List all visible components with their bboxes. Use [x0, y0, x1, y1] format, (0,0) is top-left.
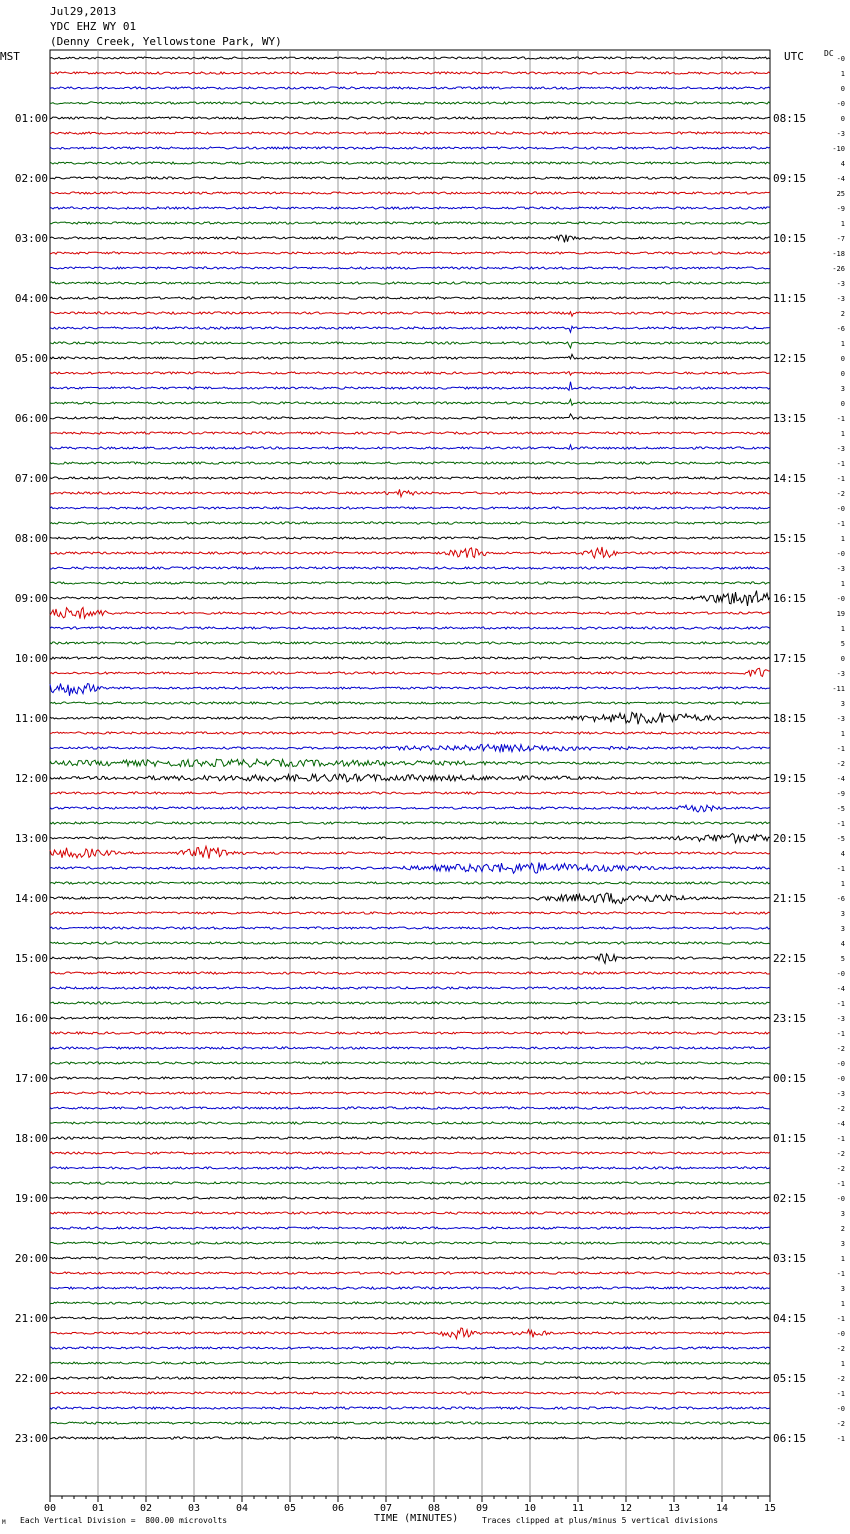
seismic-trace	[50, 1437, 770, 1439]
clip-note: Traces clipped at plus/minus 5 vertical divisions	[482, 1516, 719, 1525]
seismic-trace	[50, 1167, 770, 1169]
seismic-trace	[50, 792, 770, 794]
seismic-trace	[50, 117, 770, 119]
x-tick-label: 13	[667, 1503, 681, 1514]
dc-offset-label: -1	[836, 820, 845, 828]
dc-offset-label: -1	[836, 415, 845, 423]
dc-offset-label: 19	[836, 610, 845, 618]
seismic-trace	[50, 591, 770, 606]
seismic-trace	[50, 1257, 770, 1259]
dc-offset-label: -18	[832, 250, 845, 258]
seismic-trace	[50, 744, 770, 752]
dc-offset-label: -0	[836, 970, 845, 978]
seismic-trace	[50, 582, 770, 584]
utc-hour-label: 02:15	[773, 1192, 807, 1205]
seismic-trace	[50, 445, 770, 450]
utc-hour-label: 15:15	[773, 532, 807, 545]
seismic-trace	[50, 987, 770, 989]
dc-offset-label: -3	[836, 130, 845, 138]
seismic-trace	[50, 267, 770, 269]
seismic-trace	[50, 87, 770, 89]
scale-note: Each Vertical Division = 800.00 microvolts	[20, 1516, 228, 1525]
seismic-trace	[50, 252, 770, 254]
dc-offset-label: 1	[840, 340, 845, 348]
dc-offset-label: -3	[836, 1015, 845, 1023]
seismic-trace	[50, 627, 770, 629]
dc-offset-label: 1	[840, 430, 845, 438]
seismic-trace	[50, 1077, 770, 1079]
utc-hour-label: 12:15	[773, 352, 807, 365]
dc-offset-label: -3	[836, 280, 845, 288]
seismic-trace	[50, 1152, 770, 1154]
left-timezone-label: MST	[0, 50, 20, 63]
dc-offset-label: 4	[840, 850, 845, 858]
dc-offset-label: -2	[836, 1045, 845, 1053]
mst-hour-label: 15:00	[14, 952, 48, 965]
seismic-trace	[50, 547, 770, 558]
seismic-trace	[50, 1317, 770, 1319]
utc-hour-label: 20:15	[773, 832, 807, 845]
mst-hour-label: 05:00	[14, 352, 48, 365]
dc-offset-label: 0	[840, 355, 845, 363]
seismic-trace	[50, 972, 770, 974]
utc-hour-label: 22:15	[773, 952, 807, 965]
dc-offset-label: -10	[832, 145, 845, 153]
x-tick-label: 05	[283, 1503, 297, 1514]
mst-hour-label: 23:00	[14, 1432, 48, 1445]
seismic-trace	[50, 1092, 770, 1094]
dc-offset-label: 1	[840, 1360, 845, 1368]
seismic-trace	[50, 1362, 770, 1364]
seismic-trace	[50, 882, 770, 884]
seismic-trace	[50, 805, 770, 812]
seismic-trace	[50, 1377, 770, 1379]
mst-hour-label: 07:00	[14, 472, 48, 485]
dc-offset-label: -2	[836, 1105, 845, 1113]
dc-offset-label: -1	[836, 865, 845, 873]
dc-offset-label: -3	[836, 565, 845, 573]
mst-hour-label: 06:00	[14, 412, 48, 425]
dc-offset-label: 1	[840, 1300, 845, 1308]
seismic-trace	[50, 507, 770, 509]
seismic-trace	[50, 1328, 770, 1339]
seismic-trace	[50, 147, 770, 149]
dc-offset-label: -2	[836, 760, 845, 768]
dc-offset-label: -0	[836, 595, 845, 603]
seismic-trace	[50, 1032, 770, 1034]
dc-offset-label: 1	[840, 220, 845, 228]
dc-offset-label: -0	[836, 100, 845, 108]
seismic-trace	[50, 834, 770, 843]
seismic-trace	[50, 537, 770, 539]
mst-hour-label: 01:00	[14, 112, 48, 125]
dc-offset-label: -1	[836, 1000, 845, 1008]
utc-hour-label: 00:15	[773, 1072, 807, 1085]
seismic-trace	[50, 942, 770, 944]
mst-hour-label: 04:00	[14, 292, 48, 305]
dc-offset-label: -3	[836, 670, 845, 678]
dc-offset-label: -26	[832, 265, 845, 273]
dc-offset-label: -1	[836, 1390, 845, 1398]
dc-offset-label: 25	[836, 190, 845, 198]
seismic-trace	[50, 702, 770, 704]
seismic-trace	[50, 207, 770, 209]
seismic-trace	[50, 1227, 770, 1229]
seismic-trace	[50, 668, 770, 676]
seismic-trace	[50, 102, 770, 104]
dc-offset-label: -0	[836, 1075, 845, 1083]
seismic-trace	[50, 1347, 770, 1349]
dc-offset-label: 1	[840, 70, 845, 78]
seismic-trace	[50, 1242, 770, 1244]
dc-offset-label: -1	[836, 1315, 845, 1323]
utc-hour-label: 06:15	[773, 1432, 807, 1445]
dc-offset-label: 2	[840, 310, 845, 318]
seismic-trace	[50, 1302, 770, 1304]
seismic-trace	[50, 927, 770, 929]
utc-hour-label: 10:15	[773, 232, 807, 245]
seismic-trace	[50, 57, 770, 59]
dc-offset-label: -9	[836, 790, 845, 798]
dc-offset-label: -1	[836, 1180, 845, 1188]
x-tick-label: 01	[91, 1503, 105, 1514]
seismic-trace	[50, 282, 770, 284]
dc-offset-label: -0	[836, 1195, 845, 1203]
x-axis-title: TIME (MINUTES)	[374, 1513, 459, 1524]
dc-offset-label: 1	[840, 625, 845, 633]
utc-hour-label: 14:15	[773, 472, 807, 485]
utc-hour-label: 21:15	[773, 892, 807, 905]
seismic-trace	[50, 732, 770, 734]
seismic-trace	[50, 863, 770, 874]
dc-offset-label: -4	[836, 175, 845, 183]
seismic-trace	[50, 342, 770, 348]
dc-offset-label: -3	[836, 1090, 845, 1098]
mst-hour-label: 12:00	[14, 772, 48, 785]
seismic-trace	[50, 1407, 770, 1409]
seismic-trace	[50, 222, 770, 224]
dc-offset-label: -1	[836, 460, 845, 468]
dc-offset-label: 3	[840, 1285, 845, 1293]
dc-offset-label: -1	[836, 1135, 845, 1143]
dc-offset-label: 4	[840, 940, 845, 948]
dc-offset-label: -1	[836, 520, 845, 528]
seismic-trace	[50, 684, 770, 696]
seismic-trace	[50, 657, 770, 659]
utc-hour-label: 19:15	[773, 772, 807, 785]
dc-offset-label: -3	[836, 445, 845, 453]
x-tick-label: 07	[379, 1503, 393, 1514]
seismic-trace	[50, 759, 770, 767]
dc-offset-label: -1	[836, 745, 845, 753]
dc-offset-label: -2	[836, 1420, 845, 1428]
seismic-trace	[50, 712, 770, 724]
mst-hour-label: 14:00	[14, 892, 48, 905]
dc-offset-label: -2	[836, 1150, 845, 1158]
mst-hour-label: 09:00	[14, 592, 48, 605]
mst-hour-label: 10:00	[14, 652, 48, 665]
seismic-trace	[50, 1212, 770, 1214]
seismic-trace	[50, 1017, 770, 1019]
seismic-trace	[50, 382, 770, 391]
x-tick-label: 12	[619, 1503, 633, 1514]
utc-hour-label: 23:15	[773, 1012, 807, 1025]
dc-label: DC	[824, 49, 834, 58]
x-tick-label: 02	[139, 1503, 153, 1514]
utc-hour-label: 01:15	[773, 1132, 807, 1145]
dc-offset-label: 3	[840, 700, 845, 708]
x-tick-label: 09	[475, 1503, 489, 1514]
dc-offset-label: 0	[840, 85, 845, 93]
utc-hour-label: 04:15	[773, 1312, 807, 1325]
right-timezone-label: UTC	[784, 50, 804, 63]
seismic-trace	[50, 326, 770, 332]
seismic-trace	[50, 235, 770, 243]
utc-hour-label: 17:15	[773, 652, 807, 665]
dc-offset-label: -0	[836, 1060, 845, 1068]
dc-offset-label: -1	[836, 1270, 845, 1278]
seismic-trace	[50, 893, 770, 903]
mst-hour-label: 17:00	[14, 1072, 48, 1085]
dc-offset-label: -2	[836, 1375, 845, 1383]
seismic-trace	[50, 372, 770, 376]
dc-offset-label: -3	[836, 295, 845, 303]
x-tick-label: 10	[523, 1503, 537, 1514]
dc-offset-label: 1	[840, 580, 845, 588]
utc-hour-label: 05:15	[773, 1372, 807, 1385]
mst-hour-label: 02:00	[14, 172, 48, 185]
dc-offset-label: -0	[836, 1330, 845, 1338]
seismic-trace	[50, 1002, 770, 1004]
utc-hour-label: 18:15	[773, 712, 807, 725]
seismic-trace	[50, 1107, 770, 1109]
seismic-trace	[50, 1122, 770, 1124]
x-tick-label: 15	[763, 1503, 777, 1514]
seismic-trace	[50, 132, 770, 134]
dc-offset-label: 5	[840, 955, 845, 963]
dc-offset-label: -6	[836, 895, 845, 903]
seismic-trace	[50, 774, 770, 782]
x-tick-label: 00	[43, 1503, 57, 1514]
dc-offset-label: -5	[836, 835, 845, 843]
mst-hour-label: 11:00	[14, 712, 48, 725]
seismic-trace	[50, 912, 770, 914]
dc-offset-label: 0	[840, 400, 845, 408]
dc-offset-label: 0	[840, 370, 845, 378]
seismic-trace	[50, 822, 770, 824]
utc-hour-label: 08:15	[773, 112, 807, 125]
dc-offset-label: -5	[836, 805, 845, 813]
mst-hour-label: 16:00	[14, 1012, 48, 1025]
dc-offset-label: -6	[836, 325, 845, 333]
dc-offset-label: 3	[840, 385, 845, 393]
seismic-trace	[50, 1422, 770, 1424]
seismic-trace	[50, 477, 770, 479]
utc-hour-label: 03:15	[773, 1252, 807, 1265]
dc-offset-label: -7	[836, 235, 845, 243]
seismic-trace	[50, 1287, 770, 1289]
dc-offset-label: 2	[840, 1225, 845, 1233]
corner-mark: M	[2, 1519, 6, 1526]
seismic-trace	[50, 297, 770, 299]
dc-offset-label: -0	[836, 1405, 845, 1413]
x-tick-label: 14	[715, 1503, 729, 1514]
seismic-trace	[50, 1392, 770, 1394]
mst-hour-label: 20:00	[14, 1252, 48, 1265]
seismic-trace	[50, 608, 770, 619]
dc-offset-label: -0	[836, 55, 845, 63]
seismic-trace	[50, 489, 770, 496]
seismic-trace	[50, 414, 770, 419]
dc-offset-label: -2	[836, 1165, 845, 1173]
seismic-trace	[50, 432, 770, 434]
dc-offset-label: 0	[840, 115, 845, 123]
x-tick-label: 03	[187, 1503, 201, 1514]
seismic-trace	[50, 522, 770, 524]
dc-offset-label: 3	[840, 925, 845, 933]
mst-hour-label: 13:00	[14, 832, 48, 845]
seismic-trace	[50, 72, 770, 74]
seismic-trace	[50, 642, 770, 644]
dc-offset-label: -2	[836, 490, 845, 498]
dc-offset-label: 0	[840, 655, 845, 663]
dc-offset-label: -4	[836, 985, 845, 993]
dc-offset-label: 1	[840, 730, 845, 738]
chart-location: (Denny Creek, Yellowstone Park, WY)	[50, 35, 282, 48]
dc-offset-label: 1	[840, 1255, 845, 1263]
seismic-trace	[50, 1182, 770, 1184]
dc-offset-label: -1	[836, 1030, 845, 1038]
seismic-trace	[50, 399, 770, 405]
dc-offset-label: 5	[840, 640, 845, 648]
x-tick-label: 11	[571, 1503, 585, 1514]
chart-date: Jul29,2013	[50, 5, 117, 18]
seismic-trace	[50, 1137, 770, 1139]
seismic-trace	[50, 1047, 770, 1049]
mst-hour-label: 18:00	[14, 1132, 48, 1145]
mst-hour-label: 19:00	[14, 1192, 48, 1205]
dc-offset-label: -9	[836, 205, 845, 213]
seismic-trace	[50, 567, 770, 569]
seismic-trace	[50, 1272, 770, 1274]
dc-offset-label: 3	[840, 1210, 845, 1218]
dc-offset-label: 4	[840, 160, 845, 168]
x-tick-label: 08	[427, 1503, 441, 1514]
mst-hour-label: 03:00	[14, 232, 48, 245]
mst-hour-label: 21:00	[14, 1312, 48, 1325]
utc-hour-label: 11:15	[773, 292, 807, 305]
dc-offset-label: -11	[832, 685, 845, 693]
seismic-trace	[50, 954, 770, 964]
x-tick-label: 04	[235, 1503, 249, 1514]
dc-offset-label: 1	[840, 535, 845, 543]
seismic-trace	[50, 162, 770, 164]
seismic-trace	[50, 354, 770, 359]
utc-hour-label: 16:15	[773, 592, 807, 605]
dc-offset-label: 1	[840, 880, 845, 888]
seismic-trace	[50, 1062, 770, 1064]
dc-offset-label: -1	[836, 1435, 845, 1443]
seismic-trace	[50, 192, 770, 194]
dc-offset-label: -3	[836, 715, 845, 723]
dc-offset-label: -0	[836, 550, 845, 558]
seismic-trace	[50, 462, 770, 464]
x-tick-label: 06	[331, 1503, 345, 1514]
chart-station: YDC EHZ WY 01	[50, 20, 137, 33]
dc-offset-label: 3	[840, 1240, 845, 1248]
dc-offset-label: -4	[836, 775, 845, 783]
utc-hour-label: 09:15	[773, 172, 807, 185]
dc-offset-label: -0	[836, 505, 845, 513]
mst-hour-label: 22:00	[14, 1372, 48, 1385]
mst-hour-label: 08:00	[14, 532, 48, 545]
seismic-trace	[50, 1197, 770, 1199]
utc-hour-label: 13:15	[773, 412, 807, 425]
dc-offset-label: -2	[836, 1345, 845, 1353]
seismic-trace	[50, 312, 770, 317]
seismic-trace	[50, 177, 770, 179]
dc-offset-label: -1	[836, 475, 845, 483]
dc-offset-label: -4	[836, 1120, 845, 1128]
seismic-trace	[50, 846, 770, 858]
dc-offset-label: 3	[840, 910, 845, 918]
